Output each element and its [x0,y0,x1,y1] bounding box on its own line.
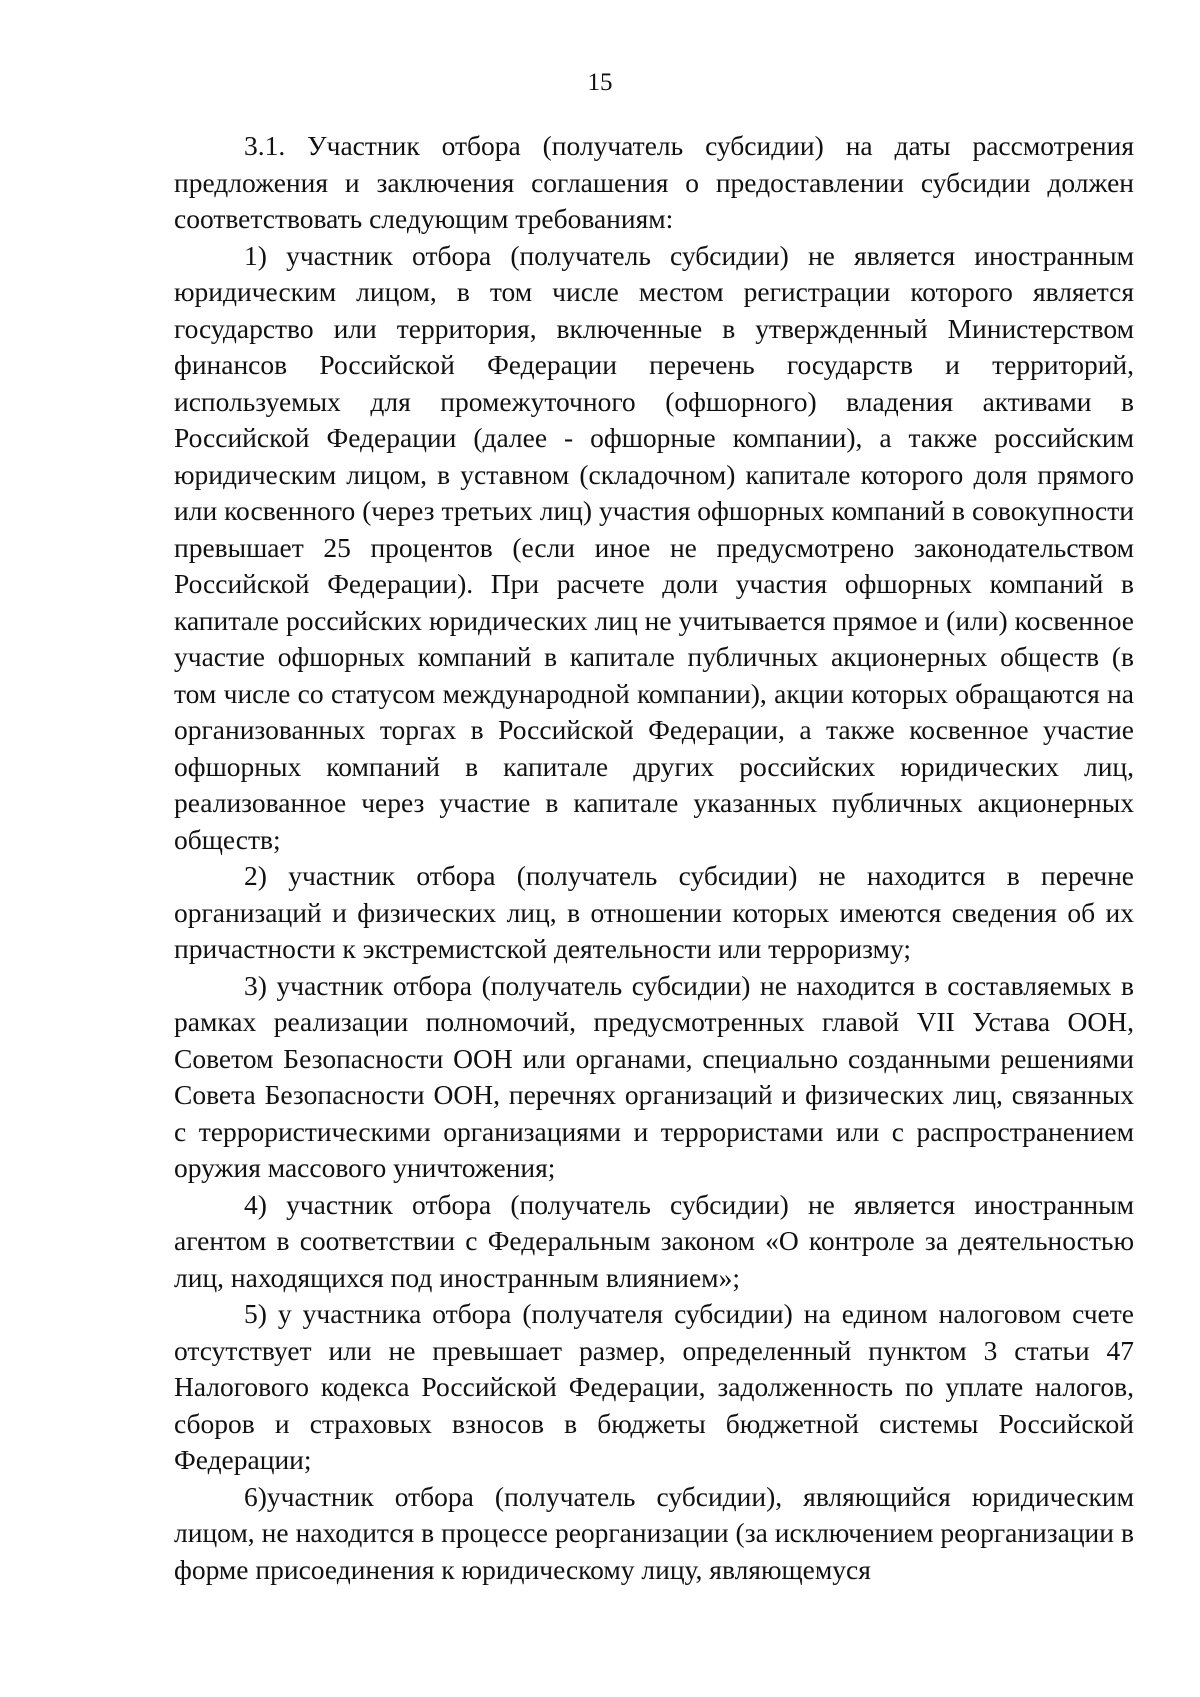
paragraph-item-3: 3) участник отбора (получатель субсидии) не находится в составляемых в рамках реализации полномочий, предусмотренных главой VII Устава ООН, Советом Безопасности ООН или органами, специально созданными решениями Совета Безопасности ООН, перечнях организаций и физических лиц, связанных с террористическими организациями и террористами или с распространением оружия массового уничтожения; [174,969,1134,1183]
paragraph-3-1: 3.1. Участник отбора (получатель субсидии) на даты рассмотрения предложения и заключения соглашения о предоставлении субсидии должен соответствовать следующим требованиям: [174,130,1134,234]
document-body [174,128,1134,1588]
paragraph-item-2: 2) участник отбора (получатель субсидии) не находится в перечне организаций и физических лиц, в отношении которых имеются сведения об их причастности к экстремистской деятельности или терроризму; [174,860,1134,964]
page-number: 15 [587,69,613,96]
paragraph-item-1: 1) участник отбора (получатель субсидии) не является иностранным юридическим лицом, в том числе местом регистрации которого является государство или территория, включенные в утвержденный Министерством финансов Российской Федерации перечень государств и территорий, используемых для промежуточного (офшорного) владения активами в Российской Федерации (далее - офшорные компании), а также российским юридическим лицом, в уставном (складочном) капитале которого доля прямого или косвенного (через третьих лиц) участия офшорных компаний в совокупности превышает 25 процентов (если иное не предусмотрено законодательством Российской Федерации). При расчете доли участия офшорных компаний в капитале российских юридических лиц не учитывается прямое и (или) косвенное участие офшорных компаний в капитале публичных акционерных обществ (в том числе со статусом международной компании), акции которых обращаются на организованных торгах в Российской Федерации, а также косвенное участие офшорных компаний в капитале других российских юридических лиц, реализованное через участие в капитале указанных публичных акционерных обществ; [174,239,1134,855]
paragraph-item-6: 6)участник отбора (получатель субсидии), являющийся юридическим лицом, не находится в процессе реорганизации (за исключением реорганизации в форме присоединения к юридическому лицу, являющемуся [174,1480,1134,1585]
paragraph-item-4: 4) участник отбора (получатель субсидии) не является иностранным агентом в соответствии с Федеральным законом «О контроле за деятельностью лиц, находящихся под иностранным влиянием»; [174,1188,1134,1293]
paragraph-item-5: 5) у участника отбора (получателя субсидии) на едином налоговом счете отсутствует или не превышает размер, определенный пунктом 3 статьи 47 Налогового кодекса Российской Федерации, задолженность по уплате налогов, сборов и страховых взносов в бюджеты бюджетной системы Российской Федерации; [174,1298,1134,1475]
